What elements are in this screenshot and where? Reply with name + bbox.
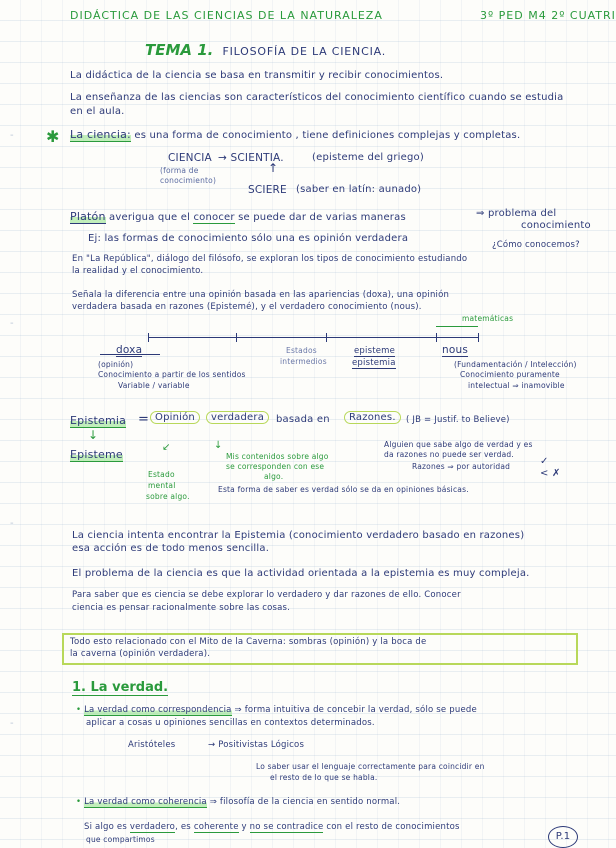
mis-note-1: Mis contenidos sobre algo [226,452,329,461]
conocer-word: conocer [193,212,235,223]
tema-subtitle: FILOSOFÍA DE LA CIENCIA. [222,45,387,58]
alguien-note-1: Alguien que sabe algo de verdad y es [384,440,533,449]
verdad-heading: 1. La verdad. [72,680,169,695]
star-icon: ✱ [46,127,60,146]
correspondencia-text: ⇒ forma intuitiva de concebir la verdad, sólo se puede [234,705,477,715]
body-line-4: Para saber que es ciencia se debe explorar lo verdadero y dar razones de ello. Conocer [72,590,461,600]
intermedios-label: intermedios [280,357,327,366]
margin-mark: - [10,130,14,141]
doxa-label: doxa [116,344,143,356]
header-subject: DIDÁCTICA DE LAS CIENCIAS DE LA NATURALEZA [70,9,383,22]
platon-label: Platón [70,210,106,223]
body-line-5: ciencia es pensar racionalmente sobre las cosas. [72,603,291,613]
last-line-2: que compartimos [86,835,155,844]
opinion-word: Opinión [150,412,200,423]
sciere-note: (saber en latín: aunado) [296,184,422,195]
estados-label: Estados [286,346,317,355]
estado-note-2: mental [148,481,176,490]
coherencia-text: ⇒ filosofía de la ciencia en sentido normal. [209,797,401,807]
nous-note-1: (Fundamentación / Intelección) [454,360,577,369]
correspondencia-line-2: aplicar a cosas u opiniones sencillas en contextos determinados. [86,718,375,728]
mis-note-2: se corresponden con ese [226,462,325,471]
header-course: 3º PED M4 2º CUATRI [480,9,616,22]
body-line-1: La ciencia intenta encontrar la Epistemia (conocimiento verdadero basado en razones) [72,530,525,541]
intro-line-3: en el aula. [70,106,125,117]
diferencia-line-1: Señala la diferencia entre una opinión basada en las apariencias (doxa), una opinión [72,290,450,300]
intro-line-1: La didáctica de la ciencia se basa en transmitir y recibir conocimientos. [70,70,444,81]
platon-text-1: averigua que el [109,212,191,223]
positivistas-label: → Positivistas Lógicos [208,740,305,750]
green-arrow-icon: ↙ [162,442,171,453]
verdad-bullet-1: • La verdad como correspondencia ⇒ forma intuitiva de concebir la verdad, sólo se puede [76,705,477,715]
estado-note-3: sobre algo. [146,492,190,501]
verdadera-word: verdadera [206,412,269,423]
tema-label: TEMA 1. [145,41,214,59]
episteme-label: episteme [354,346,396,356]
epistemia-label: epistemia [352,358,396,368]
ciencia-row [70,128,520,141]
mito-box [62,633,578,665]
equals-sign: = [138,412,150,427]
razones-word: Razones. [344,412,401,423]
check-icon: ✓ [540,456,549,467]
knowledge-scale-line [148,337,478,338]
jb-note: ( JB = Justif. to Believe) [406,415,510,425]
episteme-word: Episteme [70,448,123,461]
basada-word: basada en [276,414,330,425]
nous-note-3: intelectual ⇒ inamovible [468,381,565,390]
ciencia-definition: es una forma de conocimiento , tiene definiciones complejas y completas. [134,130,521,141]
body-line-2: esa acción es de todo menos sencilla. [72,543,270,554]
margin-mark: - [10,318,14,329]
nous-note-2: Conocimiento puramente [460,370,560,379]
esta-forma-note: Esta forma de saber es verdad sólo se da en opiniones básicas. [218,485,469,494]
margin-mark: - [10,518,14,529]
nous-label: nous [442,344,469,356]
alguien-note-2: da razones no puede ser verdad. [384,450,514,459]
margin-mark: - [10,718,14,729]
coherencia-label: La verdad como coherencia [84,797,207,807]
sciere-word: SCIERE [248,184,287,196]
forma-note-2: conocimiento) [160,176,217,185]
verdad-bullet-2: • La verdad como coherencia ⇒ filosofía de la ciencia en sentido normal. [76,797,401,807]
estado-note-1: Estado [148,470,175,479]
up-arrow-icon: ↑ [268,161,279,175]
epistemia-word: Epistemia [70,414,127,427]
doxa-note-1: (opinión) [98,360,134,369]
green-arrow-icon-2: ↓ [214,440,223,451]
ciencia-word: CIENCIA [168,152,212,164]
platon-line-3: En "La República", diálogo del filósofo, se exploran los tipos de conocimiento estudiando [72,254,468,264]
mis-note-3: algo. [264,472,284,481]
scale-tick [148,333,149,342]
scale-tick [478,333,479,342]
page-number: P.1 [548,826,578,848]
last-line: Si algo es verdadero, es coherente y no se contradice con el resto de conocimientos [84,822,460,832]
body-line-3: El problema de la ciencia es que la actividad orientada a la epistemia es muy compleja. [72,568,530,579]
doxa-note-2: Conocimiento a partir de los sentidos [98,370,246,379]
doxa-note-3: Variable / variable [118,381,190,390]
scale-tick [236,333,237,342]
problema-label: ⇒ problema del [476,208,557,219]
page-title [145,40,386,59]
forma-note-1: (forma de [160,166,199,175]
platon-line-4: la realidad y el conocimiento. [72,266,204,276]
intro-line-2: La enseñanza de las ciencias son característicos del conocimiento científico cuando se estudia [70,92,564,103]
razones-note: Razones ⇒ por autoridad [412,462,511,471]
platon-line-2: Ej: las formas de conocimiento sólo una es opinión verdadera [88,233,409,244]
ciencia-label: La ciencia: [70,128,131,141]
mito-line-1: Todo esto relacionado con el Mito de la Caverna: sombras (opinión) y la boca de [70,637,427,647]
mito-line-2: la caverna (opinión verdadera). [70,649,211,659]
down-arrow-icon: ↓ [88,428,99,442]
matematicas-label: matemáticas [462,314,514,323]
matematicas-bracket [436,326,478,327]
problema-label-2: conocimiento [521,220,591,231]
diferencia-line-2: verdadera basada en razones (Epistemé), y el verdadero conocimiento (nous). [72,302,422,312]
platon-row [70,210,406,223]
scientia-word: → SCIENTIA. [218,152,284,164]
scale-tick [436,333,437,342]
saber-line-2: el resto de lo que se habla. [270,773,378,782]
scale-tick [326,333,327,342]
aristoteles-label: Aristóteles [128,740,176,750]
scientia-note: (episteme del griego) [312,152,424,163]
saber-line-1: Lo saber usar el lenguaje correctamente para coincidir en [256,762,485,771]
platon-text-2: se puede dar de varias maneras [238,212,406,223]
como-question: ¿Cómo conocemos? [492,240,580,250]
cross-icon: < ✗ [540,468,561,479]
correspondencia-label: La verdad como correspondencia [84,705,232,715]
